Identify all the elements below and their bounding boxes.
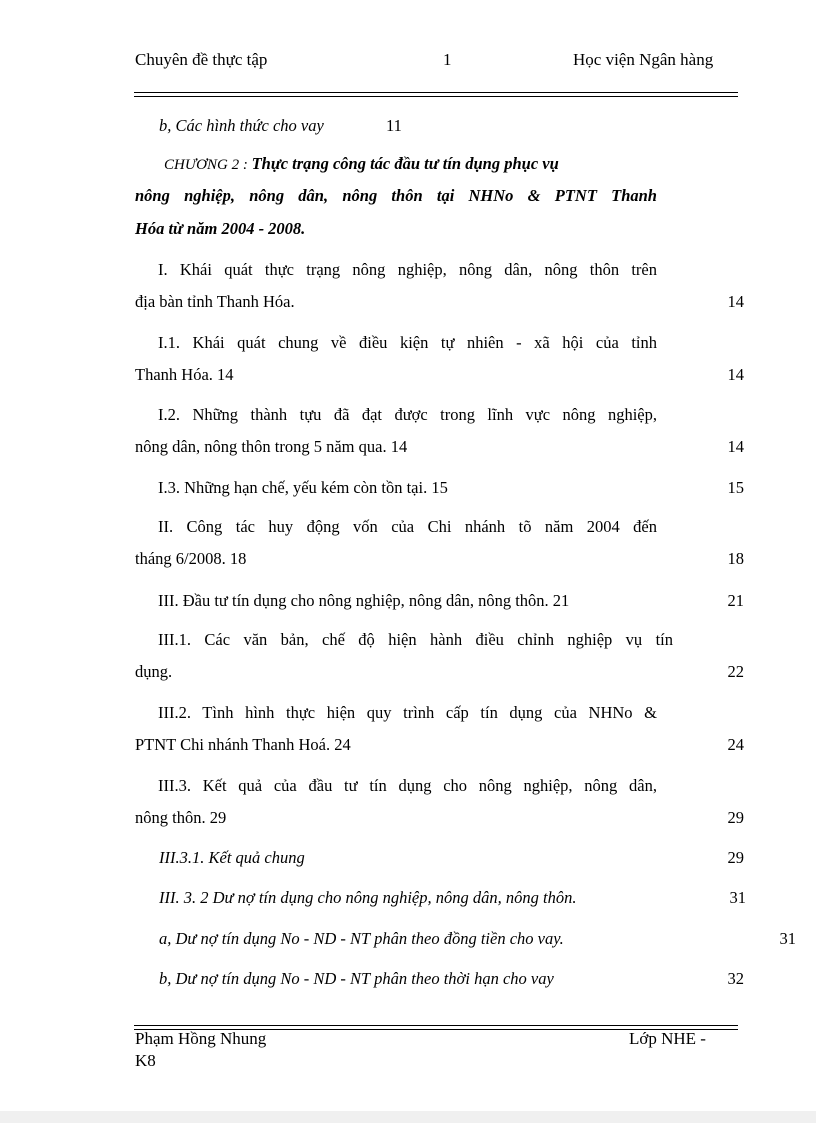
toc-sec-I2-page: 14 [727,437,744,456]
toc-sec-III-page: 21 [727,591,744,610]
toc-sec-III2-page: 24 [727,735,744,754]
toc-sec-I2-line1: I.2. Những thành tựu đã đạt được trong lĩnh vực nông nghiệp, [158,405,657,424]
footer-rule-top [134,1025,738,1026]
toc-sec-II-line1: II. Công tác huy động vốn của Chi nhánh tõ năm 2004 đến [158,517,657,536]
toc-sec-I1-line1: I.1. Khái quát chung về điều kiện tự nhiên - xã hội của tỉnh [158,333,657,352]
chapter-2-heading-line2: nông nghiệp, nông dân, nông thôn tại NHNo & PTNT Thanh [135,186,657,205]
header-rule-top [134,92,738,93]
toc-sec-III1-line1: III.1. Các văn bản, chế độ hiện hành điều chỉnh nghiệp vụ tín [158,630,673,649]
chapter-2-prefix: CHƯƠNG 2 : [164,157,252,173]
toc-sec-b-text: b, Dư nợ tín dụng No - ND - NT phân theo thời hạn cho vay [159,969,554,988]
header-right-institution: Học viện Ngân hàng [573,50,714,69]
toc-entry-forms-of-loan: b, Các hình thức cho vay [159,116,324,135]
footer-class-label: Lớp NHE - [629,1029,706,1048]
header-rule-bottom [134,96,738,97]
toc-sec-III-line1: III. Đầu tư tín dụng cho nông nghiệp, nông dân, nông thôn. 21 [158,591,570,610]
toc-sec-b-page: 32 [727,969,744,988]
toc-sec-III31-text: III.3.1. Kết quả chung [159,848,305,867]
toc-sec-III3-page: 29 [727,808,744,827]
toc-entry-forms-of-loan-page: 11 [386,116,402,135]
chapter-2-heading-line1 [164,154,559,174]
chapter-2-heading-line3: Hóa từ năm 2004 - 2008. [135,219,306,238]
toc-sec-III32-text: III. 3. 2 Dư nợ tín dụng cho nông nghiệp, nông dân, nông thôn. [159,888,577,907]
toc-sec-I3-page: 15 [727,478,744,497]
page-bottom-edge [0,1111,816,1123]
toc-sec-III1-page: 22 [727,662,744,681]
toc-sec-I1-page: 14 [727,365,744,384]
toc-sec-III3-line2: nông thôn. 29 [135,808,227,827]
header-left-title: Chuyên đề thực tập [135,50,268,69]
footer-author: Phạm Hồng Nhung [135,1029,267,1048]
header-page-number: 1 [443,50,452,69]
toc-sec-III3-line1: III.3. Kết quả của đầu tư tín dụng cho nông nghiệp, nông dân, [158,776,657,795]
toc-sec-I3-line1: I.3. Những hạn chế, yếu kém còn tồn tại. 15 [158,478,448,497]
toc-sec-III2-line2: PTNT Chi nhánh Thanh Hoá. 24 [135,735,351,754]
toc-sec-III32-page: 31 [729,888,746,907]
toc-sec-a-page: 31 [779,929,796,948]
chapter-2-title-part1: Thực trạng công tác đầu tư tín dụng phục vụ [251,154,559,173]
toc-sec-I-line2: địa bàn tỉnh Thanh Hóa. [135,292,295,311]
toc-sec-II-line2: tháng 6/2008. 18 [135,549,247,568]
toc-sec-II-page: 18 [727,549,744,568]
toc-sec-III1-line2: dụng. [135,662,173,681]
toc-sec-III31-page: 29 [727,848,744,867]
toc-sec-a-text: a, Dư nợ tín dụng No - ND - NT phân theo đồng tiền cho vay. [159,929,564,948]
toc-sec-I1-line2: Thanh Hóa. 14 [135,365,234,384]
footer-class-suffix: K8 [135,1051,156,1070]
toc-sec-III2-line1: III.2. Tình hình thực hiện quy trình cấp tín dụng của NHNo & [158,703,657,722]
toc-sec-I2-line2: nông dân, nông thôn trong 5 năm qua. 14 [135,437,408,456]
toc-sec-I-line1: I. Khái quát thực trạng nông nghiệp, nông dân, nông thôn trên [158,260,657,279]
toc-sec-I-page: 14 [727,292,744,311]
